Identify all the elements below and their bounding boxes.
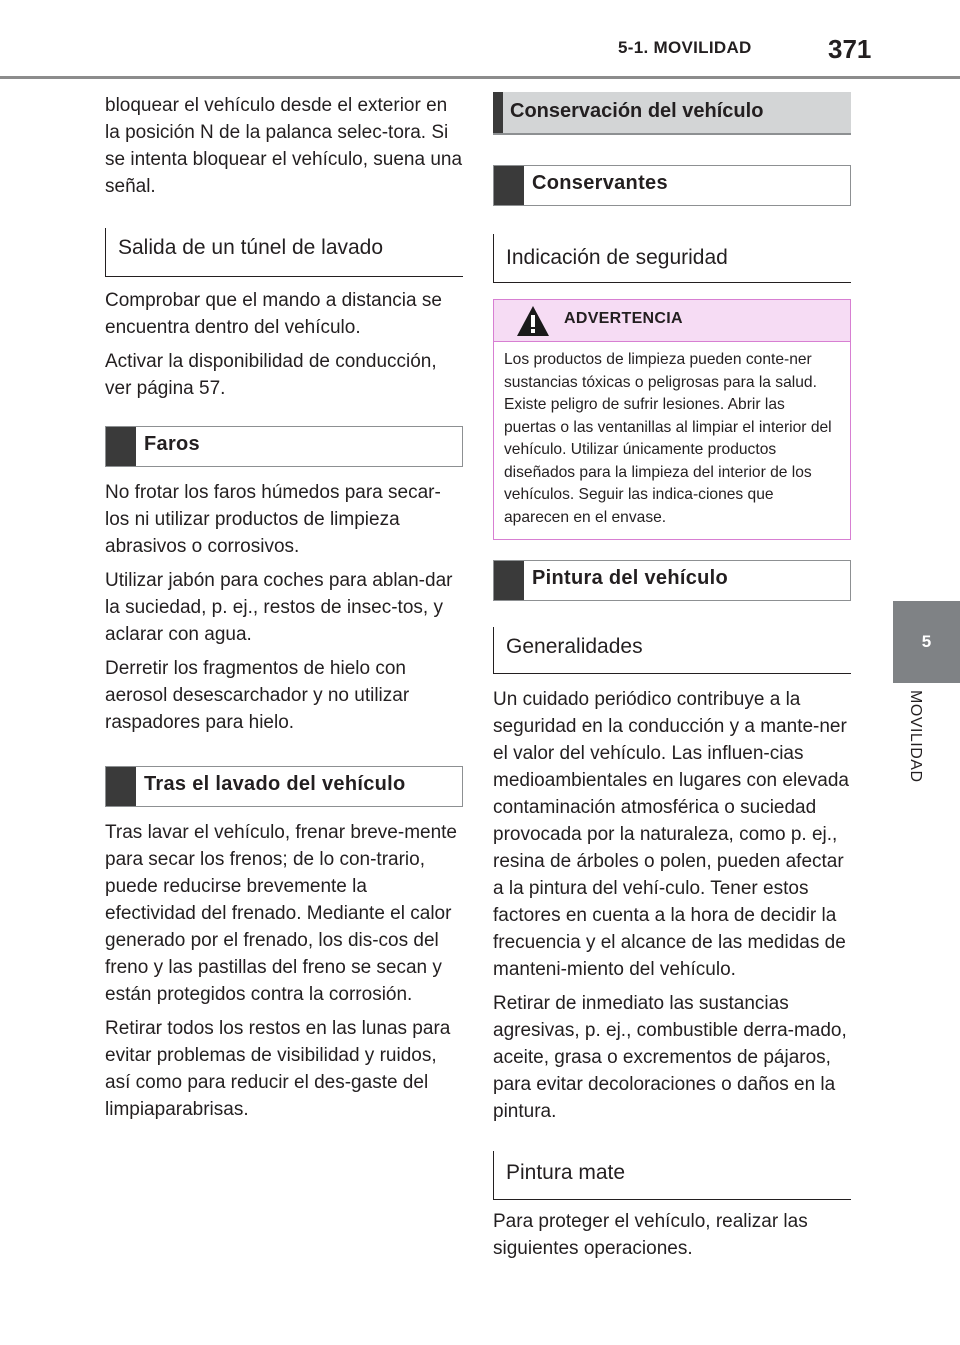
- after-wash-heading: [105, 766, 463, 807]
- matte-heading: [493, 1151, 851, 1200]
- preservatives-heading: [493, 165, 851, 206]
- heading-accent-bar: [106, 767, 136, 806]
- warning-triangle-icon: [516, 305, 550, 337]
- heading-accent-bar: [106, 427, 136, 466]
- safety-heading-text: Indicación de seguridad: [506, 246, 728, 269]
- safety-heading: [493, 234, 851, 283]
- matte-heading-text: Pintura mate: [506, 1161, 626, 1184]
- maintenance-heading: [493, 92, 851, 135]
- right-column: [493, 92, 851, 1262]
- general-heading: [493, 627, 851, 674]
- headlights-heading-text: Faros: [144, 433, 200, 455]
- intro-paragraph: bloquear el vehículo desde el exterior en la posición N de la palanca selec-tora. Si se intenta bloquear el vehículo, suena una señal.: [105, 95, 463, 197]
- warning-header: [494, 300, 850, 342]
- paragraph: Un cuidado periódico contribuye a la seguridad en la conducción y a mante-ner el valor del vehículo. Las influen-cias medioambientales en lugares con elevada contaminación atmosférica o suciedad provocada por la naturaleza, como p. ej., resina de árboles o polen, pueden afectar a la pintura del vehí-culo. Tener estos factores en cuenta a la hora de decidir la frecuencia y el alcance de las medidas de manteni-miento del vehículo.: [493, 689, 849, 980]
- left-column: [105, 92, 463, 1123]
- chapter-tab[interactable]: [893, 601, 960, 683]
- paragraph: Retirar todos los restos en las lunas para evitar problemas de visibilidad y ruidos, así como para reducir el des-gaste del limpiaparabrisas.: [105, 1018, 451, 1120]
- warning-box: [493, 299, 851, 540]
- paragraph: Para proteger el vehículo, realizar las siguientes operaciones.: [493, 1211, 808, 1259]
- maintenance-heading-text: Conservación del vehículo: [510, 100, 764, 122]
- paragraph: Derretir los fragmentos de hielo con aerosol desescarchador y no utilizar raspadores para hielo.: [105, 658, 410, 733]
- warning-title: ADVERTENCIA: [564, 310, 683, 327]
- tunnel-exit-heading: [105, 228, 463, 277]
- paragraph: Comprobar que el mando a distancia se encuentra dentro del vehículo.: [105, 290, 442, 338]
- after-wash-heading-text: Tras el lavado del vehículo: [144, 773, 406, 795]
- heading-accent-bar: [494, 561, 524, 600]
- chapter-label: MOVILIDAD: [907, 690, 924, 783]
- section-title: 5-1. MOVILIDAD: [618, 38, 752, 57]
- paragraph: No frotar los faros húmedos para secar-los ni utilizar productos de limpieza abrasivos o corrosivos.: [105, 482, 441, 557]
- paragraph: Activar la disponibilidad de conducción, ver página 57.: [105, 351, 437, 399]
- page-number: 371: [828, 34, 872, 64]
- headlights-heading: [105, 426, 463, 467]
- paragraph: Tras lavar el vehículo, frenar breve-mente para secar los frenos; de lo con-trario, puede reducirse brevemente la efectividad del frenado. Mediante el calor generado por el frenado, los dis-cos del freno y las pastillas del freno se secan y están protegidos contra la corrosión.: [105, 822, 458, 1005]
- chapter-number: 5: [921, 632, 932, 651]
- paragraph: Utilizar jabón para coches para ablan-dar la suciedad, p. ej., restos de insec-tos, y aclarar con agua.: [105, 570, 453, 645]
- warning-text: Los productos de limpieza pueden conte-ner sustancias tóxicas o peligrosas para la salud. Existe peligro de sufrir lesiones. Abrir las puertas o las ventanillas al limpiar el interior del vehículo. Utilizar únicamente productos diseñados para la limpieza del interior de los vehículos. Seguir las indica-ciones que aparecen en el envase.: [504, 351, 832, 526]
- preservatives-heading-text: Conservantes: [532, 172, 668, 194]
- paragraph: Retirar de inmediato las sustancias agresivas, p. ej., combustible derra-mado, aceite, grasa o excrementos de pájaros, para evitar decoloraciones o daños en la pintura.: [493, 993, 847, 1122]
- general-heading-text: Generalidades: [506, 635, 643, 658]
- heading-accent-bar: [494, 166, 524, 205]
- paint-heading-text: Pintura del vehículo: [532, 567, 729, 589]
- tunnel-exit-heading-text: Salida de un túnel de lavado: [118, 236, 384, 259]
- header-divider: [0, 76, 960, 79]
- heading-accent-bar: [493, 92, 503, 133]
- paint-heading: [493, 560, 851, 601]
